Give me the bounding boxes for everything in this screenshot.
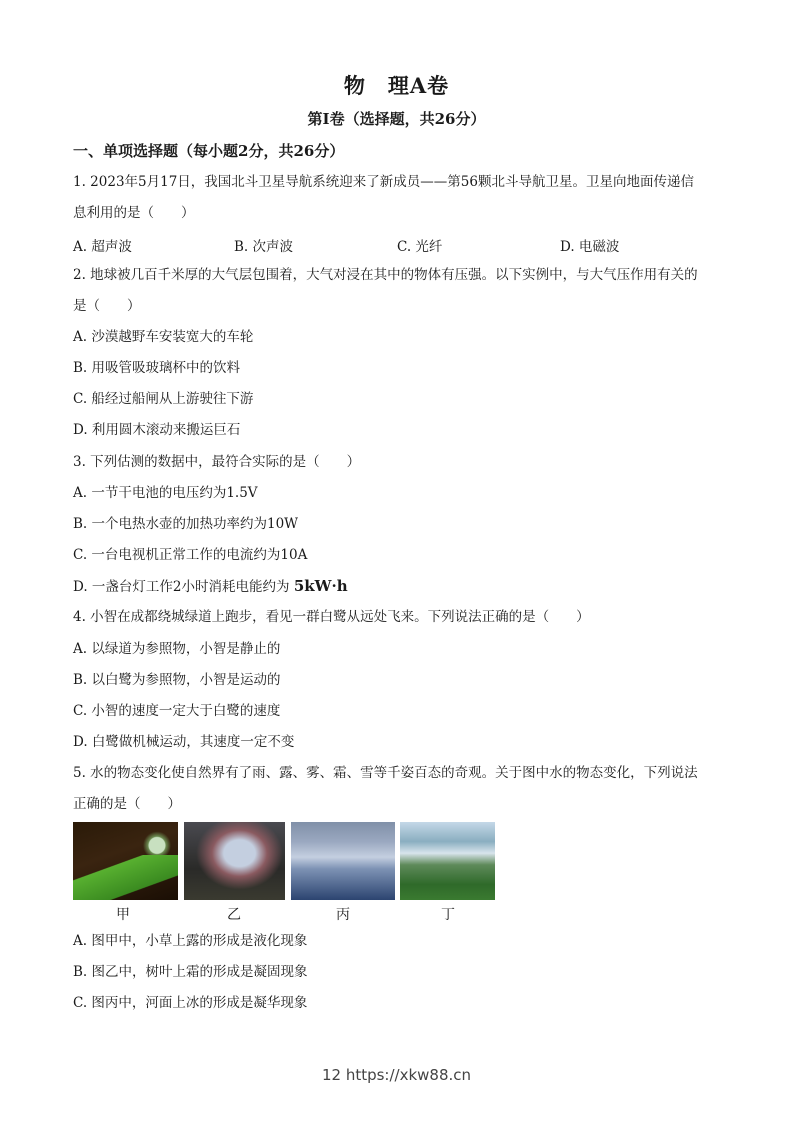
question-1-option-d[interactable]: D. 电磁波 [560, 239, 620, 255]
question-1-line-1: 1. 2023年5月17日，我国北斗卫星导航系统迎来了新成员——第56颗北斗导航卫星。卫星向地面传递信 [73, 174, 694, 190]
question-3-line-1: 3. 下列估测的数据中，最符合实际的是（ ） [73, 454, 361, 470]
page-footer: 12 https://xkw88.cn [321, 1066, 472, 1084]
question-1-option-b[interactable]: B. 次声波 [234, 239, 294, 255]
figure-frost-image [184, 822, 285, 900]
question-2-option-c[interactable]: C. 船经过船闸从上游驶往下游 [73, 391, 254, 407]
question-5-option-c[interactable]: C. 图丙中，河面上冰的形成是凝华现象 [73, 995, 308, 1011]
question-4-option-d[interactable]: D. 白鹭做机械运动，其速度一定不变 [73, 734, 295, 750]
question-1-option-c[interactable]: C. 光纤 [397, 239, 443, 255]
question-4-option-a[interactable]: A. 以绿道为参照物，小智是静止的 [73, 641, 281, 657]
question-1-line-2: 息利用的是（ ） [73, 205, 195, 221]
section-heading: 一、单项选择题（每小题2分，共26分） [73, 142, 345, 160]
figure-caption-yi: 乙 [227, 907, 241, 923]
question-4-option-c[interactable]: C. 小智的速度一定大于白鹭的速度 [73, 703, 281, 719]
question-2-option-b[interactable]: B. 用吸管吸玻璃杯中的饮料 [73, 360, 241, 376]
question-3-option-d-text: D. 一盏台灯工作2小时消耗电能约为 [73, 579, 290, 595]
page-title [0, 70, 793, 100]
question-3-option-a[interactable]: A. 一节干电池的电压约为1.5V [73, 485, 258, 501]
figure-caption-jia: 甲 [116, 907, 130, 923]
question-5-line-2: 正确的是（ ） [73, 796, 181, 812]
question-5-option-b[interactable]: B. 图乙中，树叶上霜的形成是凝固现象 [73, 964, 308, 980]
question-5-line-1: 5. 水的物态变化使自然界有了雨、露、雾、霜、雪等千姿百态的奇观。关于图中水的物态变化，下列说法 [73, 765, 698, 781]
section-subtitle: 第Ⅰ卷（选择题，共26分） [307, 110, 486, 128]
question-3-option-c[interactable]: C. 一台电视机正常工作的电流约为10A [73, 547, 308, 563]
figure-caption-bing: 丙 [336, 907, 350, 923]
question-1-option-a[interactable]: A. 超声波 [73, 239, 132, 255]
figure-dew-image [73, 822, 178, 900]
question-2-line-1: 2. 地球被几百千米厚的大气层包围着，大气对浸在其中的物体有压强。以下实例中，与大气压作用有关的 [73, 267, 698, 283]
figure-ice-image [291, 822, 395, 900]
question-3-option-d-unit: 5kW·h [293, 577, 348, 595]
grass-blade-shape [73, 855, 178, 900]
question-2-line-2: 是（ ） [73, 298, 141, 314]
figure-caption-ding: 丁 [441, 907, 455, 923]
question-5-option-a[interactable]: A. 图甲中，小草上露的形成是液化现象 [73, 933, 308, 949]
title-part-2: 理A卷 [387, 73, 450, 98]
question-2-option-d[interactable]: D. 利用圆木滚动来搬运巨石 [73, 422, 241, 438]
figure-fog-image [400, 822, 495, 900]
question-4-option-b[interactable]: B. 以白鹭为参照物，小智是运动的 [73, 672, 281, 688]
question-3-option-b[interactable]: B. 一个电热水壶的加热功率约为10W [73, 516, 299, 532]
question-2-option-a[interactable]: A. 沙漠越野车安装宽大的车轮 [73, 329, 254, 345]
question-3-option-d[interactable] [73, 577, 348, 596]
title-part-1: 物 [343, 73, 366, 98]
question-4-line-1: 4. 小智在成都绕城绿道上跑步，看见一群白鹭从远处飞来。下列说法正确的是（ ） [73, 609, 590, 625]
